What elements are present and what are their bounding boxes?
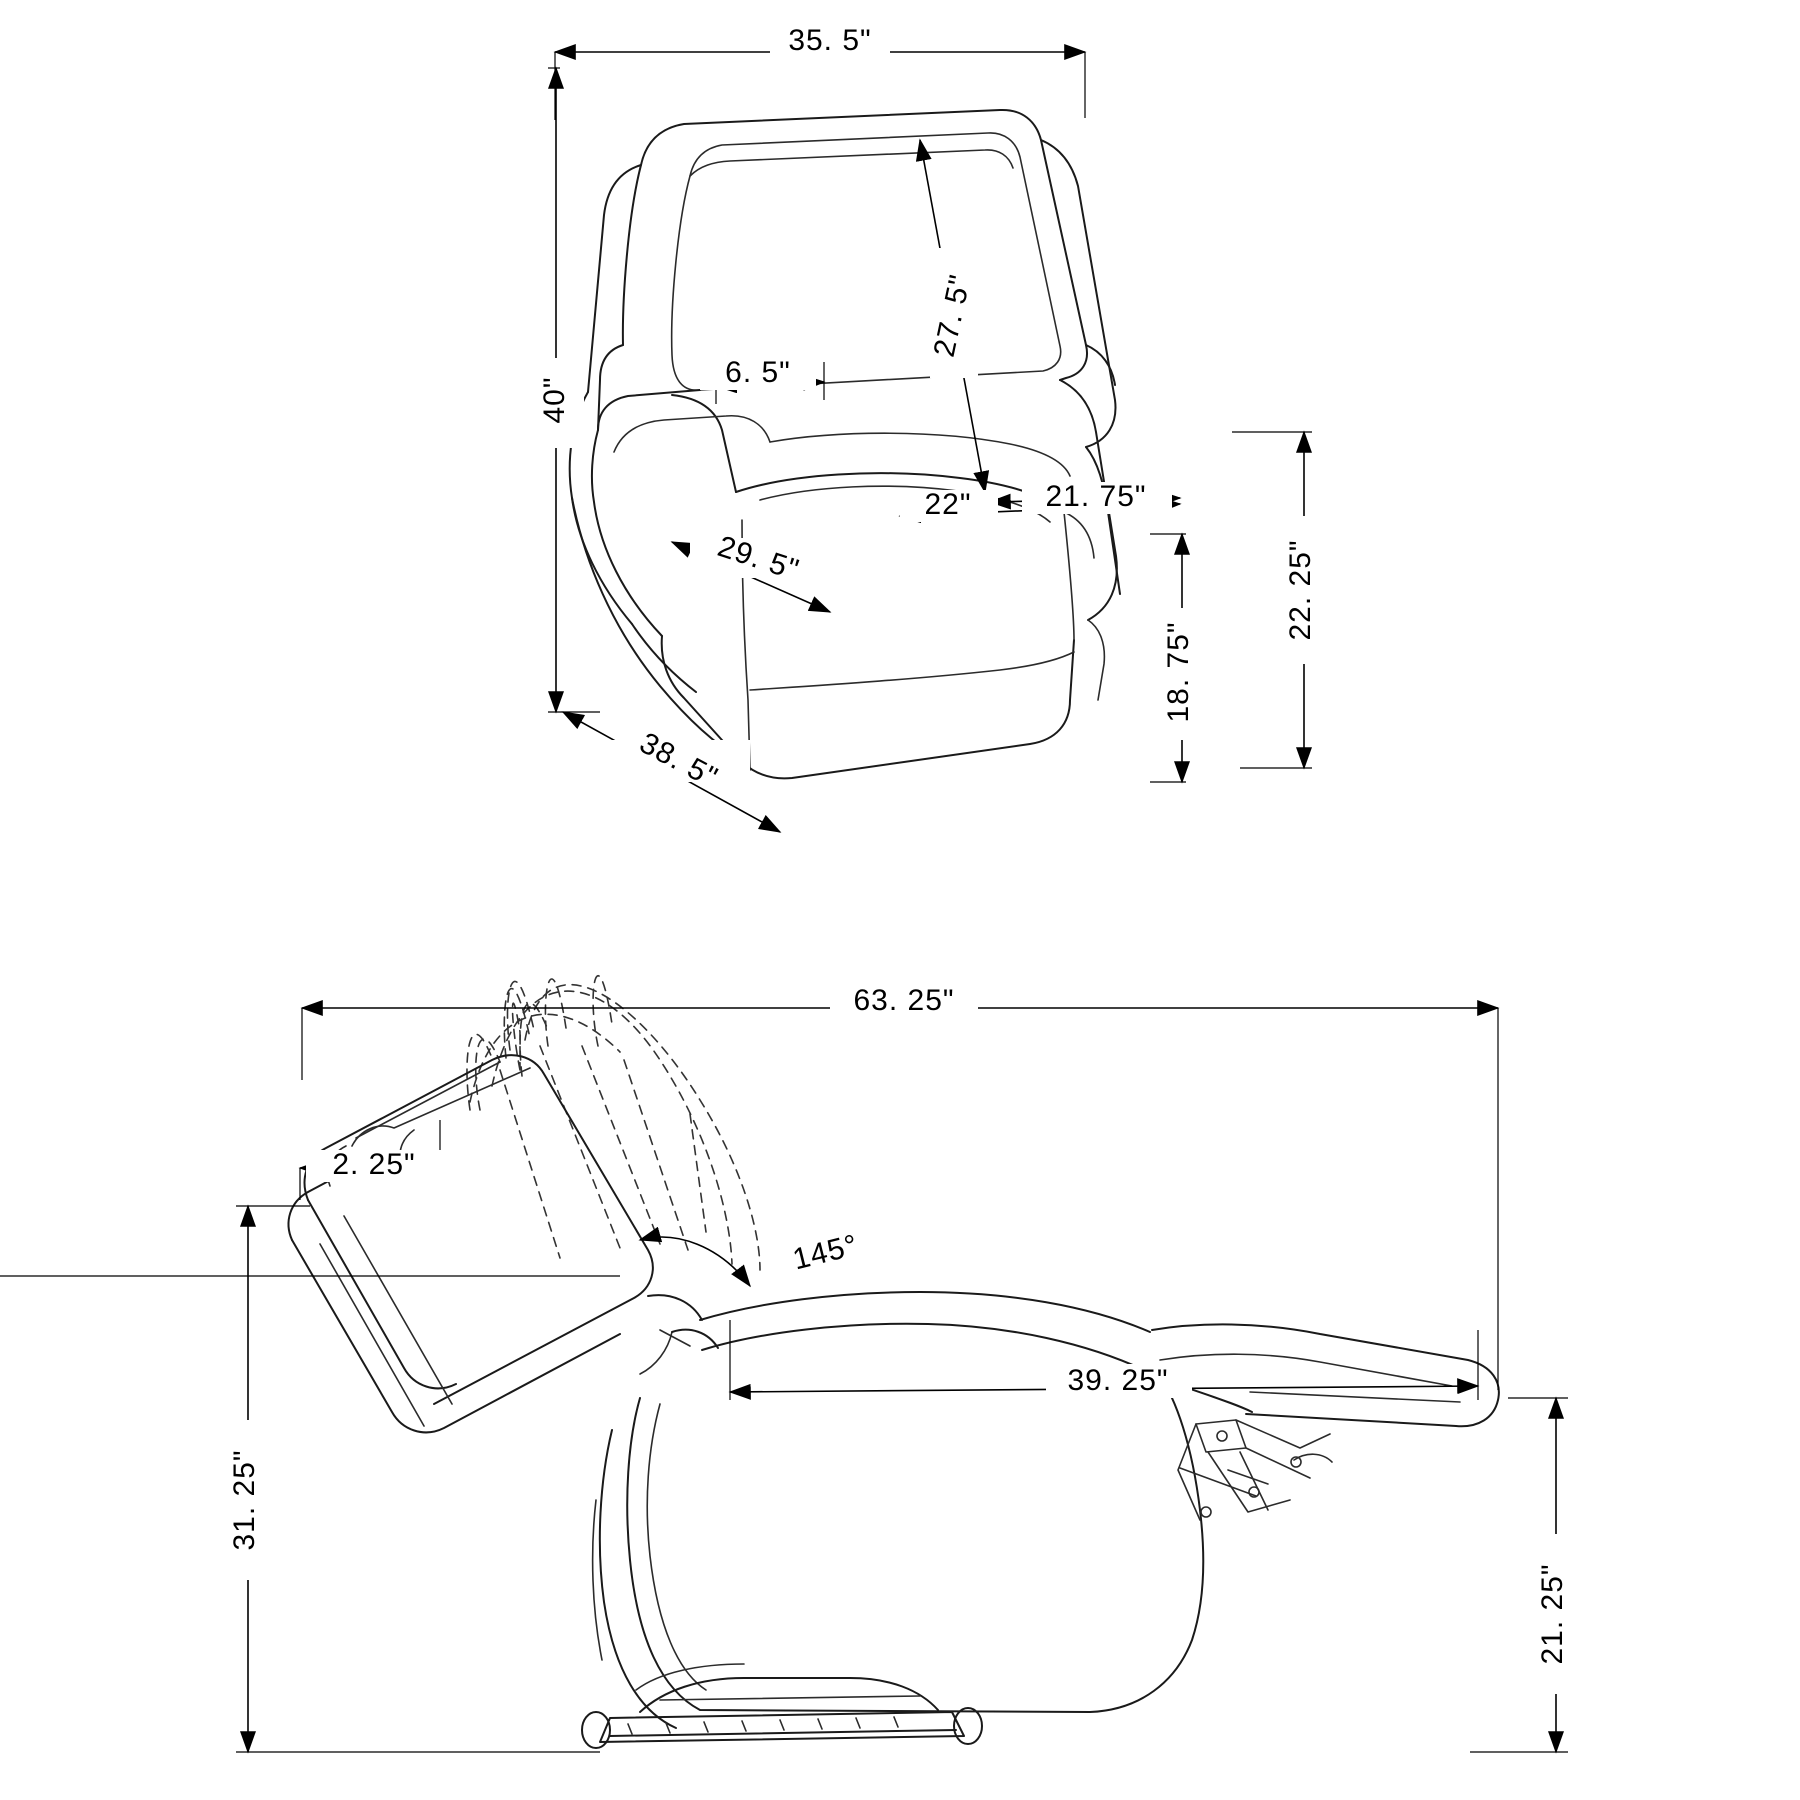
reclined-dimension-lines bbox=[0, 1008, 1568, 1752]
dim-wall-clearance: 2. 25" bbox=[332, 1147, 416, 1181]
dim-seat-width: 22" bbox=[924, 487, 972, 521]
upright-dimension-labels bbox=[528, 22, 1326, 795]
dim-height-overall: 40" bbox=[537, 376, 571, 424]
dim-sleep-length: 39. 25" bbox=[1067, 1363, 1169, 1397]
dim-seat-height: 18. 75" bbox=[1161, 621, 1195, 723]
upright-chair-illustration bbox=[570, 110, 1120, 778]
reclined-dimension-labels bbox=[222, 984, 1580, 1694]
dim-back-height: 27. 5" bbox=[927, 271, 978, 360]
dim-seat-depth-inner: 21. 75" bbox=[1045, 479, 1147, 513]
dim-arm-width: 6. 5" bbox=[725, 355, 791, 389]
dim-reclined-length: 63. 25" bbox=[853, 983, 955, 1017]
reclined-chair-illustration bbox=[289, 976, 1499, 1748]
dim-footrest-height: 21. 25" bbox=[1535, 1563, 1569, 1665]
dim-side-depth: 29. 5" bbox=[713, 529, 804, 588]
dim-width-overall: 35. 5" bbox=[788, 23, 872, 57]
dim-reclined-height: 31. 25" bbox=[227, 1449, 261, 1551]
dim-depth-overall: 38. 5" bbox=[634, 726, 724, 795]
dim-recline-angle: 145° bbox=[789, 1228, 862, 1277]
dim-arm-height: 22. 25" bbox=[1283, 539, 1317, 641]
